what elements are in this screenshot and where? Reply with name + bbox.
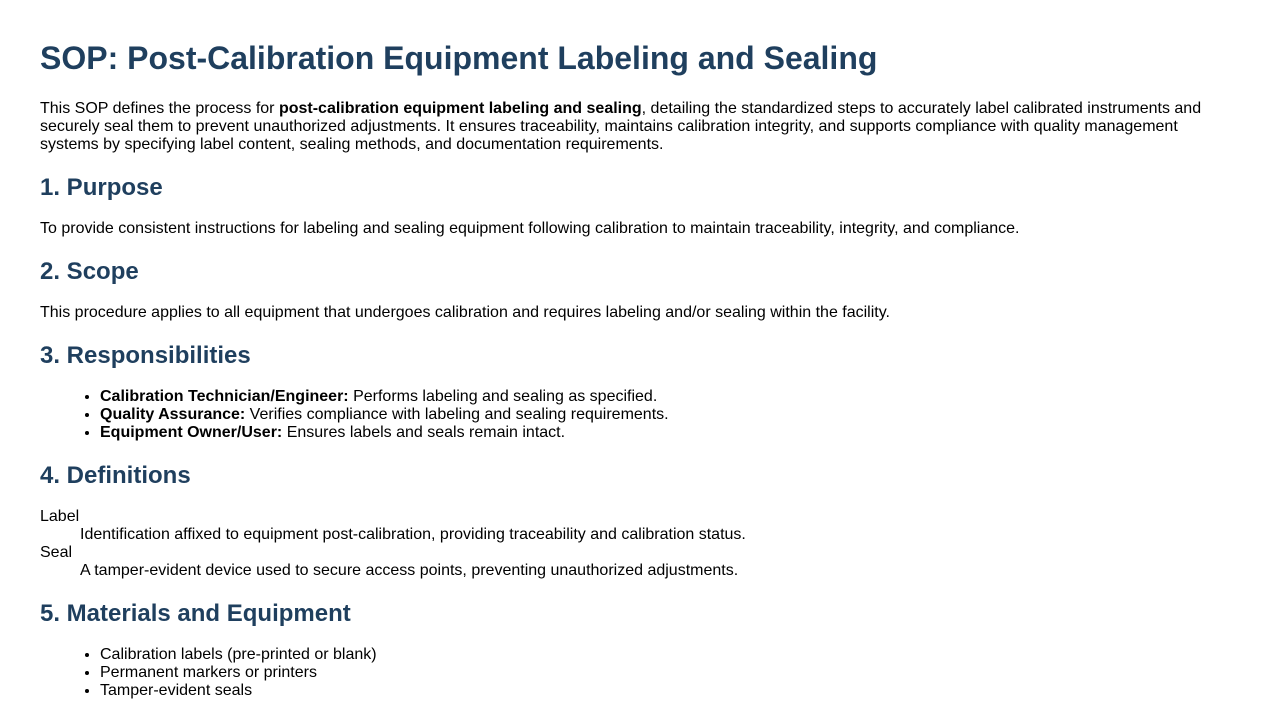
materials-list bbox=[40, 646, 1223, 700]
role-description: Verifies compliance with labeling and sealing requirements. bbox=[245, 406, 669, 423]
list-item bbox=[100, 388, 1223, 406]
role-description: Ensures labels and seals remain intact. bbox=[282, 424, 566, 441]
responsibilities-list bbox=[40, 388, 1223, 442]
definitions-list bbox=[40, 508, 1223, 580]
intro-paragraph bbox=[40, 100, 1223, 154]
definition-description: A tamper-evident device used to secure access points, preventing unauthorized adjustments. bbox=[80, 562, 739, 579]
role-label: Calibration Technician/Engineer: bbox=[100, 388, 349, 405]
list-item bbox=[100, 406, 1223, 424]
intro-text-before: This SOP defines the process for bbox=[40, 100, 279, 117]
list-item: • Tamper-evident seals bbox=[100, 682, 1223, 700]
list-item: • Calibration labels (pre-printed or blank) bbox=[100, 646, 1223, 664]
list-item bbox=[100, 424, 1223, 442]
purpose-text: To provide consistent instructions for labeling and sealing equipment following calibration to maintain traceability, integrity, and compliance. bbox=[40, 220, 1020, 237]
section-heading-purpose: 1. Purpose bbox=[40, 174, 163, 201]
section-heading-materials: 5. Materials and Equipment bbox=[40, 600, 351, 627]
list-item: • Permanent markers or printers bbox=[100, 664, 1223, 682]
intro-text-after: , detailing the standardized steps to accurately label calibrated instruments and securely seal them to prevent unauthorized adjustments. It ensures traceability, maintains calibration integrity, and supports compliance with quality management systems by specifying label content, sealing methods, and documentation requirements. bbox=[40, 100, 1202, 153]
definition-term: Seal bbox=[40, 544, 73, 561]
role-label: Equipment Owner/User: bbox=[100, 424, 283, 441]
section-heading-definitions: 4. Definitions bbox=[40, 462, 191, 489]
role-label: Quality Assurance: bbox=[100, 406, 246, 423]
section-heading-scope: 2. Scope bbox=[40, 258, 139, 285]
definition-description: Identification affixed to equipment post-calibration, providing traceability and calibration status. bbox=[80, 526, 746, 543]
intro-text-bold: post-calibration equipment labeling and sealing bbox=[278, 100, 642, 117]
scope-text: This procedure applies to all equipment that undergoes calibration and requires labeling and/or sealing within the facility. bbox=[40, 304, 890, 321]
document bbox=[0, 40, 1263, 700]
section-heading-responsibilities: 3. Responsibilities bbox=[40, 342, 251, 369]
definition-term: Label bbox=[40, 508, 80, 525]
role-description: Performs labeling and sealing as specified. bbox=[348, 388, 658, 405]
page-title: SOP: Post-Calibration Equipment Labeling and Sealing bbox=[40, 40, 878, 76]
